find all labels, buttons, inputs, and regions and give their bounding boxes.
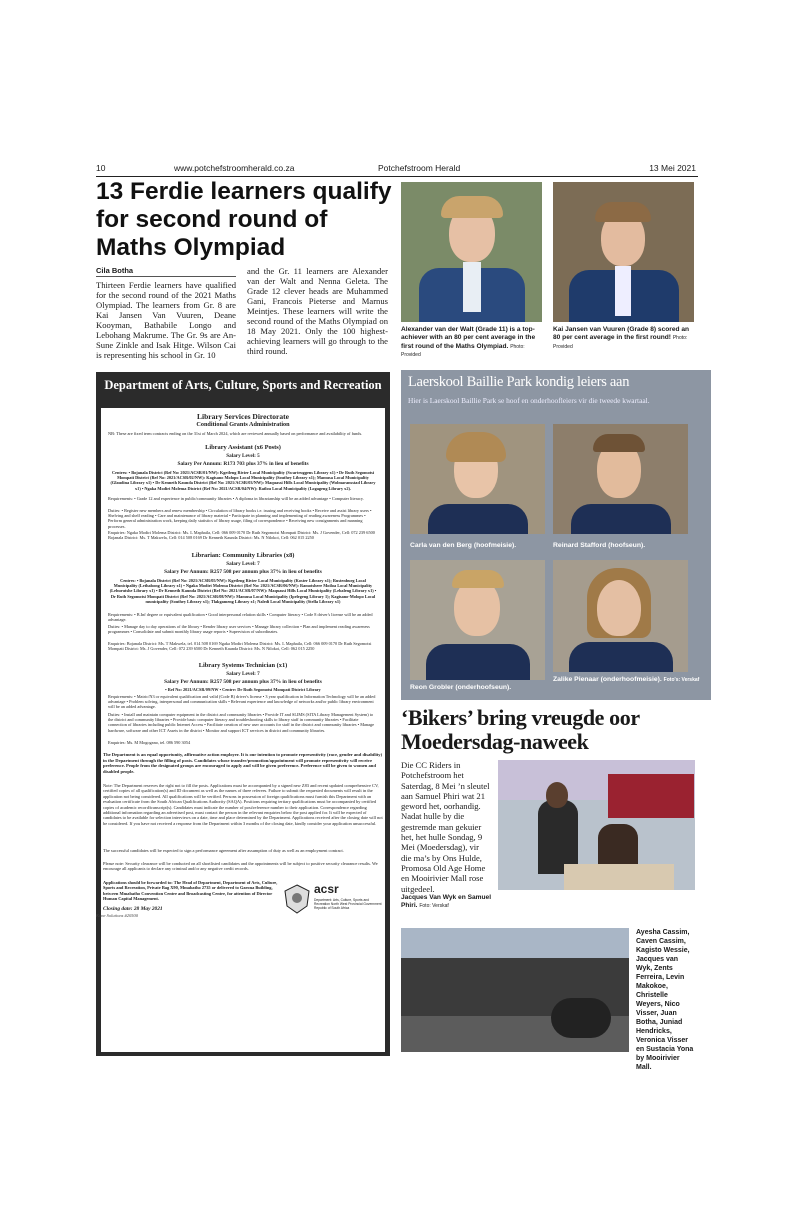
bikers-headline: ‘Bikers’ bring vreugde oor Moedersdag-naweek xyxy=(401,705,640,754)
reon-photo xyxy=(410,560,545,680)
application-address: Applications should be forwarded to: The Head of Department, Department of Arts, Culture, Sports and Recreation, Private Bag X90, Mmabatho 2735 or delivered to Garona Building, between Mmabatho Convention Centre and Broadcasting Centre, for attention of Director Human Capital Management. xyxy=(103,880,278,902)
post3-enquiries: Enquiries: Ms. M Mogogano, tel. 086 590 3054 xyxy=(108,740,191,745)
caption-text: Zalike Pienaar (onderhoofmeisie). xyxy=(553,676,662,683)
contract-text: The successful candidates will be expected to sign a performance agreement after assumption of duty as well as an employment contract. xyxy=(103,848,344,853)
post3-level: Salary Level: 7 xyxy=(226,671,260,677)
post3-title: Library Systems Technician (x1) xyxy=(198,662,288,669)
post3-salary: Salary Per Annum: R257 508 per annum plus 37% in lieu of benefits xyxy=(164,679,322,685)
reinard-caption: Reinard Stafford (hoofseun). xyxy=(553,542,646,549)
nb-text: NB: These are fixed term contracts ending on the 31st of March 2024, which are reviewed annually based on performance and availability of funds. xyxy=(108,431,363,436)
carla-caption: Carla van den Berg (hoofmeisie). xyxy=(410,542,517,549)
post3-duties: Duties: • Install and maintain computer equipment in the district and community libraries • Provide IT and SLIMS (SITA Library Management System) to the district and community libraries • Provide basic computer literacy and troubleshooting skills to library staff in community libraries • Facilitate connection of libraries including public Internet Access • Facilitate creation of new user accounts for staff in the district and community libraries • Manage hardware, software and other ICT Assets in the district • Monitor and support ICT services in district and community libraries. xyxy=(108,712,375,733)
post2-salary: Salary Per Annum: R257 508 per annum plus 37% in lieu of benefits xyxy=(164,569,322,575)
zalike-caption xyxy=(553,676,703,684)
photo-credit: Photo: Provided xyxy=(401,343,525,359)
directorate: Library Services Directorate xyxy=(197,412,289,421)
post1-title: Library Assistant (x6 Posts) xyxy=(205,444,281,451)
post3-requirements: Requirements: • Matric/N3 or equivalent qualification and valid (Code B) driver's license • 3 year qualification in Information Technology will be an added advantage • Problem solving, interpersonal and communication skills • Relevant experience and knowledge of networks and/or public library environment will be an added advantage. xyxy=(108,694,376,710)
post1-duties: Duties: • Register new members and renew membership • Circulation of library books i.e. issuing and receiving books • Receive and assist library users • Shelving and shelf reading • Care and maintenance of library material • Participate in planning and implementing of reading awareness Programmes • Perform general administration work, keeping daily statistics of library usage, filing of correspondence • Receiving new consignments and manning processes. xyxy=(108,508,372,529)
post1-salary: Salary Per Annum: R173 703 plus 37% in lieu of benefits xyxy=(177,461,309,467)
acsr-logo: acsr xyxy=(314,882,339,896)
post1-enquiries: Enquiries: Ngaka Modiri Molema District: Ms. L Maphaila, Cell: 066 009 0170 Dr Ruth Segomotsi Mompati District: Ms. J Govender, Cell: 072 239 6500 Bojanala District: Ms. T Makwela, Cell: 014 508 0169 Dr Kenneth Kaunda District: Ms. N Ntlokoi, Cell: 062 015 2250 xyxy=(108,530,375,541)
bikers-caption-1 xyxy=(401,894,493,911)
maths-col2: and the Gr. 11 learners are Alexander van der Walt and Nenna Geleta. The Grade 12 clever heads are Muhammed Gani, Francois Pieterse and Marnus Meintjes. These learners will write the second round of the Maths Olympiad on 18 May 2021. Only the 100 highest-achieving learners will go through to the third round. xyxy=(247,266,388,356)
department-title: Department of Arts, Culture, Sports and Recreation xyxy=(104,378,382,392)
photo-credit: Photo: Provided xyxy=(553,335,688,350)
reinard-photo xyxy=(553,424,688,534)
directorate-sub: Conditional Grants Administration xyxy=(196,421,290,428)
alexander-photo xyxy=(401,182,542,322)
website-link[interactable]: www.potchefstroomherald.co.za xyxy=(174,163,295,173)
reon-caption: Reon Grobler (onderhoofseun). xyxy=(410,684,512,691)
photo-credit: Foto: Verskaf xyxy=(419,903,449,910)
post3-centres: • Ref No: 2021/ACSR/09/NW • Centre: Dr Ruth Segomotsi Mompati District Library xyxy=(165,687,321,692)
baillie-subtitle: Hier is Laerskool Baillie Park se hoof en onderhoofleiers vir die tweede kwartaal. xyxy=(408,396,650,405)
agency-code: Kone Solutions #20500 xyxy=(96,913,139,918)
page-header xyxy=(96,162,698,177)
post2-duties: Duties: • Manage day to day operations of the library • Render library user services • Manage library collection • Plan and implement reading awareness programmes • Consolidate and submit monthly library usage reports • Supervision of subordinates. xyxy=(108,624,370,635)
photo-credit: Foto's: Verskaf xyxy=(663,677,700,683)
bikers-photo-2 xyxy=(401,928,629,1052)
post1-centres: Centres: • Bojanala District (Ref No: 2021/ACSR/01/NW): Kgetleng Rivier Local Municipality (Swartruggens Library x1) • Dr Ruth Segomotsi Mompati District (Ref No: 2021/ACSR/02/NW): Kagisano Molopo Local Municipality (Southey Library x1); Mamusa Local Municipality (Glaudina Library x1) • Dr Kenneth Kaunda District (Ref No: 2021/ACSR/03/NW): Maquassi Hills Local Municipality (Wolmaransstad Library x1) • Ngaka Modiri Molema District (Ref No: 2021/ACSR/04/NW): Ratlou Local Municipality (Logageng Library x2). xyxy=(110,470,376,491)
bikers-body: Die CC Riders in Potchefstroom het Saterdag, 8 Mei ’n sleutel aan Samuel Phiri wat 21 geword het, oorhandig. Nadat hulle by die gestremde man gekuier het, het hulle Sondag, 9 Mei (Moedersdag), vir die ma’s by Ons Hulde, Promosa Old Age Home en Mooirivier Mall rose uitgedeel. xyxy=(401,760,490,894)
post2-title: Librarian: Community Libraries (x8) xyxy=(191,552,295,559)
acsr-logo-sub: Department: Arts, Culture, Sports and Recreation North West Provincial Government Republic of South Africa xyxy=(314,898,382,910)
caption-text: Kai Jansen van Vuuren (Grade 8) scored an 80 per cent average in the first round! xyxy=(553,326,690,342)
bikers-photo-1 xyxy=(498,760,695,890)
zalike-photo xyxy=(553,560,688,672)
maths-headline: 13 Ferdie learners qualify for second round of Maths Olympiad xyxy=(96,178,392,261)
post2-enquiries: Enquiries: Bojanala District: Ms. T Makwela, tel. 014 508 0169 Ngaka Modiri Molema District: Ms. L Maphaila, Cell: 066 009 0170 Dr Ruth Segomotsi Mompati District: Ms. J Govender, Cell: 072 239 6500 Dr Kenneth Kaunda District: Ms. N Ntlokoi, Cell: 062 015 2250 xyxy=(108,641,372,652)
carla-photo xyxy=(410,424,545,534)
alexander-caption xyxy=(401,326,542,360)
paper-name: Potchefstroom Herald xyxy=(378,163,461,173)
caption-text: Alexander van der Walt (Grade 11) is a top-achiever with an 80 per cent average in the first round of the Maths Olympiad. xyxy=(401,326,536,350)
page-number: 10 xyxy=(96,163,106,173)
bikers-caption-2: Ayesha Cassim, Caven Cassim, Kagisto Wessie, Jacques van Wyk, Zents Ferreira, Levin Makokoe, Christelle Weyers, Nico Visser, Juan Botha, Juniad Hendricks, Veronica Visser en Sustacia Yona by Mooirivier Mall. xyxy=(636,929,694,1071)
caption-text: Jacques Van Wyk en Samuel Phiri. xyxy=(401,894,492,910)
security-text: Please note: Security clearance will be conducted on all shortlisted candidates and the appointments will be subject to positive security clearance results. We encourage all applicants to declare any criminal and/or any negative credit records. xyxy=(103,861,378,872)
issue-date: 13 Mei 2021 xyxy=(649,163,696,173)
post1-level: Salary Level: 5 xyxy=(226,453,260,459)
equity-statement: The Department is an equal opportunity, affirmative action employer. It is our intention to promote representivity (race, gender and disability) in the Department through the filling of posts. Candidates whose transfer/promotion/appointment will promote representivity will receive preference. People from the designated groups are encouraged to apply and will be given preference. Preference will be given to women and disabled people. xyxy=(103,752,383,774)
maths-col1: Thirteen Ferdie learners have qualified for the second round of the 2021 Maths Olympiad. The learners from Gr. 8 are Kai Jansen Van Vuuren, Deane Kooyman, Bathabile Longo and Lebohang Makrume. The Gr. 9s are An-Sune Zinkle and Isak Hitge. Wilson Cai is representing his school in Gr. 10 xyxy=(96,280,236,360)
note-text: Note: The Department reserves the right not to fill the posts. Applications must be accompanied by a signed new Z83 and recent updated comprehensive CV, certified copies of all qualification(s) and ID document as well as the names of three referees. Failure to submit the requested documents will result in the application not being considered. All qualifications will be verified. Persons in possession of foreign qualifications must furnish this Department with an evaluation certificate from the South African Qualifications Authority (SAQA). Positions requiring tertiary qualifications must be accompanied by certified copies of academic record/transcript(s). Candidates must indicate the number of post/reference number to their application. Correspondence regarding additional information regarding an advertised post, must contact the person in the relevant enquiries below the post applied for. It will be expected of candidates to be available for selection interviews on a date, time and place determined by the Department. Applications received after the closing date will not be considered. If you have not received a response from the Department within 3 months of the closing date, kindly consider your application unsuccessful. xyxy=(103,783,383,826)
post1-requirements: Requirements: • Grade 12 and experience in public/community libraries • A diploma in librarianship will be an added advantage • Computer literacy. xyxy=(108,496,364,501)
byline: Cila Botha xyxy=(96,266,236,277)
coat-of-arms-icon xyxy=(283,884,311,914)
closing-date: Closing date: 28 May 2021 xyxy=(103,906,163,912)
post2-requirements: Requirements: • B.Inf degree or equivalent qualification • Good interpersonal relation skills • Computer literacy • Code 8 driver's license will be an added advantage. xyxy=(108,612,373,623)
post2-level: Salary Level: 7 xyxy=(226,561,260,567)
kai-caption xyxy=(553,326,694,351)
kai-photo xyxy=(553,182,694,322)
post2-centres: Centres: • Bojanala District (Ref No: 2021/ACSR/05/NW): Kgetleng Rivier Local Municipality (Koster Library x1); Rustenburg Local Municipality (Lethabong Library x1) • Ngaka Modiri Molema District (Ref No: 2021/ACSR/06/NW): Ramotshere Moiloa Local Municipality (Lehurutshe Library x1) • Dr Kenneth Kaunda District (Ref No: 2021/ACSR/07/NW): Maquassi Hills Local Municipality (Lebaleng Library x1) • Dr Ruth Segomotsi Mompati District (Ref No: 2021/ACSR/08/NW): Mamusa Local Municipality (Ipelegeng Library 1); Kagisano-Molopo Local municipality (Southey Library x1); Tlakgameng Library x1; Naledi Local Municipality (Stella Library x1) xyxy=(109,578,377,604)
baillie-title: Laerskool Baillie Park kondig leiers aan xyxy=(408,374,630,390)
